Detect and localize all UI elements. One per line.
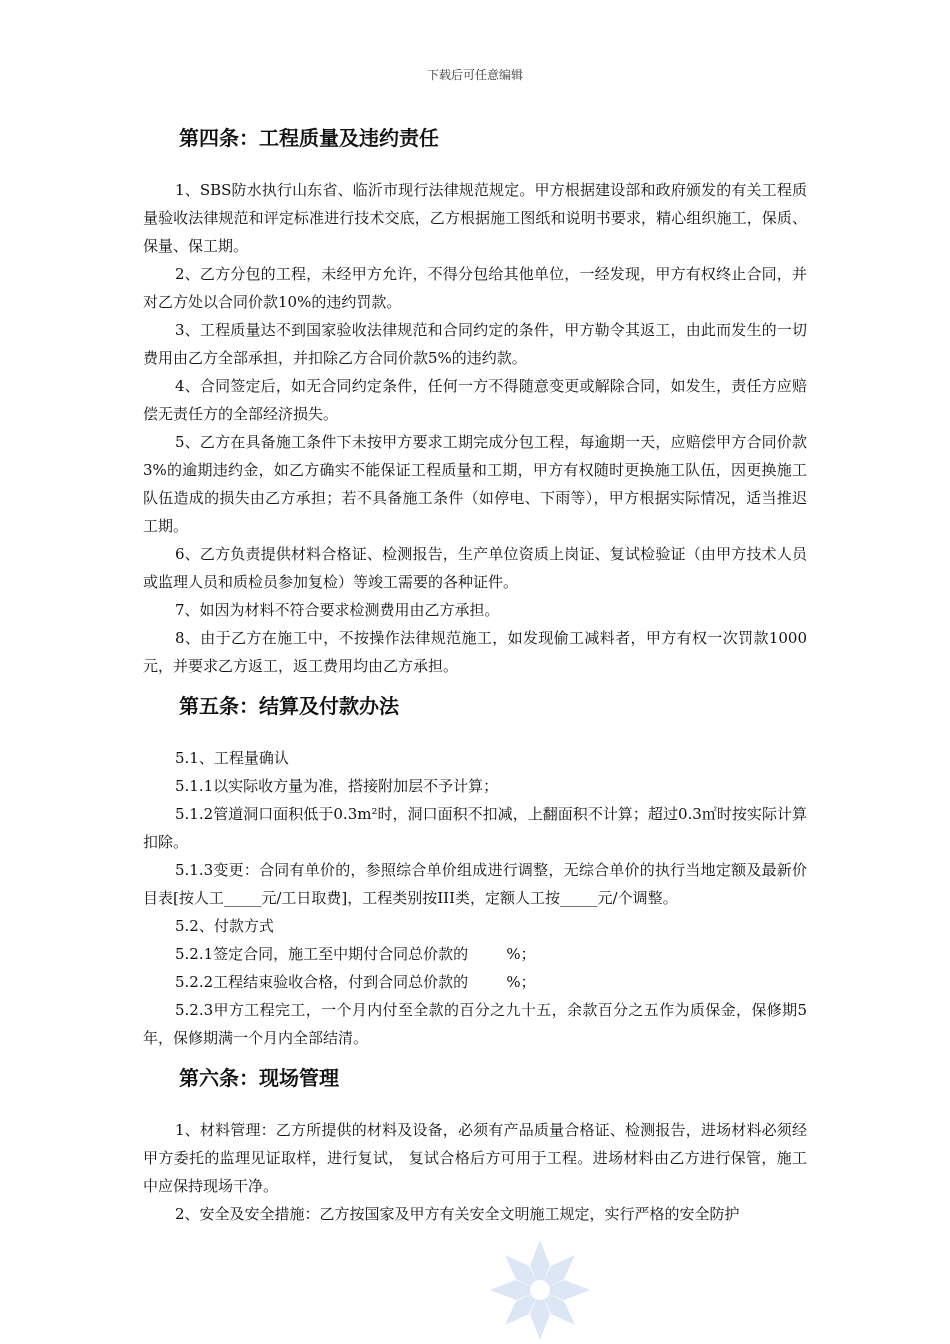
page-header-note: 下载后可任意编辑 <box>426 68 523 82</box>
paragraph: 7、如因为材料不符合要求检测费用由乙方承担。 <box>175 601 500 619</box>
paragraph: 5.2.2工程结束验收合格，付到合同总价款的 %； <box>175 973 536 991</box>
paragraph: 5.2、付款方式 <box>175 917 274 935</box>
paragraph: 5.1、工程量确认 <box>175 749 289 767</box>
paragraph: 5.1.3变更：合同有单价的，参照综合单价组成进行调整，无综合单价的执行当地定额及最新价目表[按人工_____元/工日取费]，工程类别按III类，定额人工按_____元/个调整。 <box>143 861 807 907</box>
paragraph: 2、乙方分包的工程，未经甲方允许，不得分包给其他单位，一经发现，甲方有权终止合同，并对乙方处以合同价款10%的违约罚款。 <box>143 265 807 311</box>
section-heading: 第五条：结算及付款办法 <box>179 694 399 718</box>
paragraph: 4、合同签定后，如无合同约定条件，任何一方不得随意变更或解除合同，如发生，责任方应赔偿无责任方的全部经济损失。 <box>143 377 807 423</box>
paragraph: 2、安全及安全措施：乙方按国家及甲方有关安全文明施工规定，实行严格的安全防护 <box>175 1205 740 1223</box>
paragraph: 5.1.2管道洞口面积低于0.3m²时，洞口面积不扣减，上翻面积不计算；超过0.3㎡时按实际计算扣除。 <box>143 805 807 851</box>
paragraph: 6、乙方负责提供材料合格证、检测报告，生产单位资质上岗证、复试检验证（由甲方技术人员或监理人员和质检员参加复检）等竣工需要的各种证件。 <box>143 545 807 591</box>
section-heading: 第六条：现场管理 <box>179 1066 339 1090</box>
section-article-5 <box>143 686 807 1052</box>
section-article-4 <box>143 118 807 680</box>
document-body <box>143 118 807 1234</box>
paragraph: 5.2.1签定合同，施工至中期付合同总价款的 %； <box>175 945 536 963</box>
paragraph: 3、工程质量达不到国家验收法律规范和合同约定的条件，甲方勒令其返工，由此而发生的一切费用由乙方全部承担，并扣除乙方合同价款5%的违约款。 <box>143 321 807 367</box>
paragraph: 5.2.3甲方工程完工，一个月内付至全款的百分之九十五，余款百分之五作为质保金，保修期5年，保修期满一个月内全部结清。 <box>143 1001 807 1047</box>
paragraph: 1、SBS防水执行山东省、临沂市现行法律规范规定。甲方根据建设部和政府颁发的有关工程质量验收法律规范和评定标准进行技术交底，乙方根据施工图纸和说明书要求，精心组织施工，保质、保量、保工期。 <box>143 181 807 255</box>
paragraph: 8、由于乙方在施工中，不按操作法律规范施工，如发现偷工减料者，甲方有权一次罚款1000元，并要求乙方返工，返工费用均由乙方承担。 <box>143 629 807 675</box>
section-article-6 <box>143 1058 807 1228</box>
paragraph: 1、材料管理：乙方所提供的材料及设备，必须有产品质量合格证、检测报告，进场材料必须经甲方委托的监理见证取样，进行复试， 复试合格后方可用于工程。进场材料由乙方进行保管，施工中应保持现场干净。 <box>143 1121 807 1195</box>
paragraph: 5、乙方在具备施工条件下未按甲方要求工期完成分包工程，每逾期一天，应赔偿甲方合同价款3%的逾期违约金，如乙方确实不能保证工程质量和工期，甲方有权随时更换施工队伍，因更换施工队伍造成的损失由乙方承担；若不具备施工条件（如停电、下雨等），甲方根据实际情况，适当推迟工期。 <box>143 433 807 535</box>
paragraph: 5.1.1以实际收方量为准，搭接附加层不予计算； <box>175 777 499 795</box>
section-heading: 第四条：工程质量及违约责任 <box>179 126 439 150</box>
snowflake-watermark-icon <box>486 1236 594 1344</box>
